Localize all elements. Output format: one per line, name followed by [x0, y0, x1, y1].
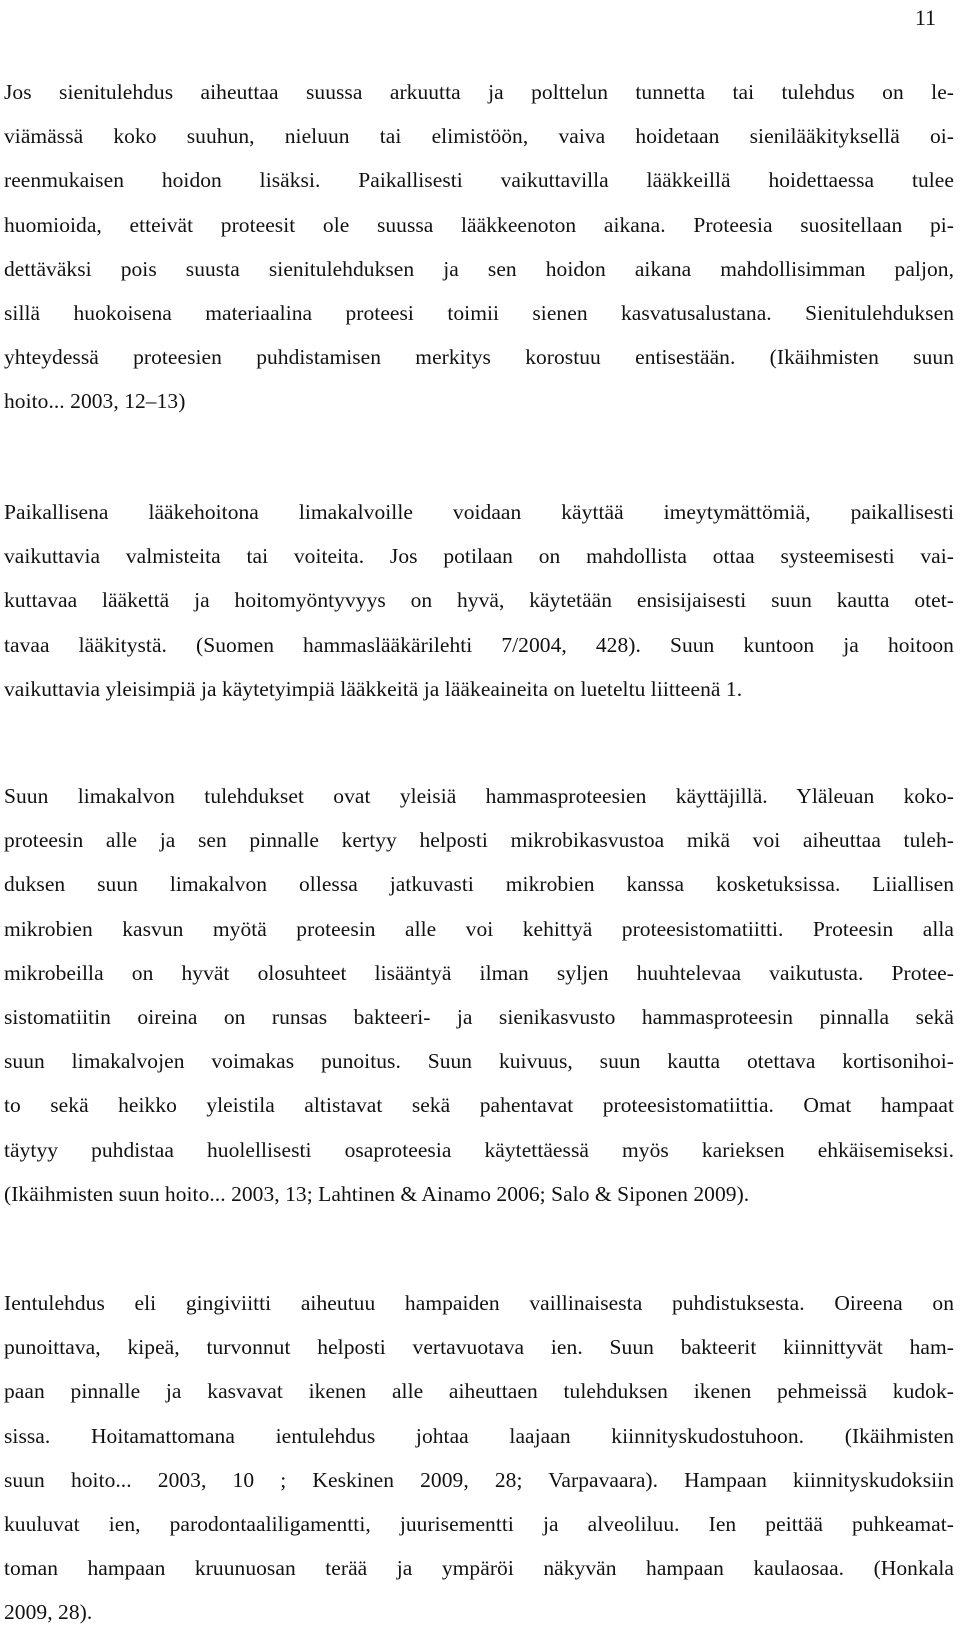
text-line: Paikallisena lääkehoitona limakalvoille voidaan käyttää imeytymättömiä, paikallisesti [4, 500, 954, 524]
text-line: hoito... 2003, 12–13) [4, 389, 186, 414]
text-line: mikrobien kasvun myötä proteesin alle voi kehittyä proteesistomatiitti. Proteesin alla [4, 916, 954, 941]
text-line: mikrobeilla on hyvät olosuhteet lisääntyä ilman syljen huuhtelevaa vaikutusta. Protee- [4, 960, 954, 985]
text-line: 2009, 28). [4, 1600, 93, 1625]
paragraph-1 [4, 70, 954, 424]
text-line: Jos sienitulehdus aiheuttaa suussa arkuutta ja polttelun tunnetta tai tulehdus on le- [4, 80, 954, 104]
text-line: to sekä heikko yleistila altistavat sekä pahentavat proteesistomatiittia. Omat hampaat [4, 1093, 954, 1118]
text-line: huomioida, etteivät proteesit ole suussa lääkkeenoton aikana. Proteesia suositellaan pi- [4, 212, 954, 237]
text-line: yhteydessä proteesien puhdistamisen merkitys korostuu entisestään. (Ikäihmisten suun [4, 345, 954, 370]
text-line: duksen suun limakalvon ollessa jatkuvasti mikrobien kanssa kosketuksissa. Liiallisen [4, 872, 954, 897]
text-line: Suun limakalvon tulehdukset ovat yleisiä hammasproteesien käyttäjillä. Yläleuan koko- [4, 784, 954, 808]
text-line: sissa. Hoitamattomana ientulehdus johtaa laajaan kiinnityskudostuhoon. (Ikäihmisten [4, 1423, 954, 1448]
text-line: Ientulehdus eli gingiviitti aiheutuu hampaiden vaillinaisesta puhdistuksesta. Oireena on [4, 1291, 954, 1315]
text-line: tavaa lääkitystä. (Suomen hammaslääkärilehti 7/2004, 428). Suun kuntoon ja hoitoon [4, 632, 954, 657]
text-line: sistomatiitin oireina on runsas bakteeri- ja sienikasvusto hammasproteesin pinnalla sekä [4, 1005, 954, 1030]
paragraph-4 [4, 1281, 954, 1635]
text-line: (Ikäihmisten suun hoito... 2003, 13; Lahtinen & Ainamo 2006; Salo & Siponen 2009). [4, 1181, 750, 1206]
page-number: 11 [914, 5, 936, 30]
text-line: täytyy puhdistaa huolellisesti osaproteesia käytettäessä myös karieksen ehkäisemiseksi. [4, 1137, 954, 1162]
text-line: kuttavaa lääkettä ja hoitomyöntyvyys on hyvä, käytetään ensisijaisesti suun kautta otet- [4, 588, 954, 613]
text-line: paan pinnalle ja kasvavat ikenen alle aiheuttaen tulehduksen ikenen pehmeissä kudok- [4, 1379, 954, 1404]
text-line: viämässä koko suuhun, nieluun tai elimistöön, vaiva hoidetaan sienilääkityksellä oi- [4, 124, 954, 149]
text-line: punoittava, kipeä, turvonnut helposti vertavuotava ien. Suun bakteerit kiinnittyvät ham- [4, 1335, 954, 1360]
text-line: toman hampaan kruunuosan terää ja ympäröi näkyvän hampaan kaulaosaa. (Honkala [4, 1556, 954, 1581]
text-line: kuuluvat ien, parodontaaliligamentti, juurisementti ja alveoliluu. Ien peittää puhkeamat- [4, 1512, 954, 1537]
text-line: dettäväksi pois suusta sienitulehduksen ja sen hoidon aikana mahdollisimman paljon, [4, 256, 954, 281]
paragraph-3 [4, 774, 954, 1216]
text-line: suun hoito... 2003, 10 ; Keskinen 2009, 28; Varpavaara). Hampaan kiinnityskudoksiin [4, 1467, 954, 1492]
text-line: suun limakalvojen voimakas punoitus. Suun kuivuus, suun kautta otettava kortisonihoi- [4, 1049, 954, 1074]
text-line: reenmukaisen hoidon lisäksi. Paikallisesti vaikuttavilla lääkkeillä hoidettaessa tulee [4, 168, 954, 193]
text-line: vaikuttavia yleisimpiä ja käytetyimpiä lääkkeitä ja lääkeaineita on lueteltu liitteenä 1. [4, 676, 743, 701]
paragraph-2 [4, 490, 954, 711]
text-line: sillä huokoisena materiaalina proteesi toimii sienen kasvatusalustana. Sienitulehduksen [4, 301, 954, 326]
text-line: vaikuttavia valmisteita tai voiteita. Jos potilaan on mahdollista ottaa systeemisesti vai- [4, 544, 954, 569]
text-line: proteesin alle ja sen pinnalle kertyy helposti mikrobikasvustoa mikä voi aiheuttaa tuleh- [4, 828, 954, 853]
